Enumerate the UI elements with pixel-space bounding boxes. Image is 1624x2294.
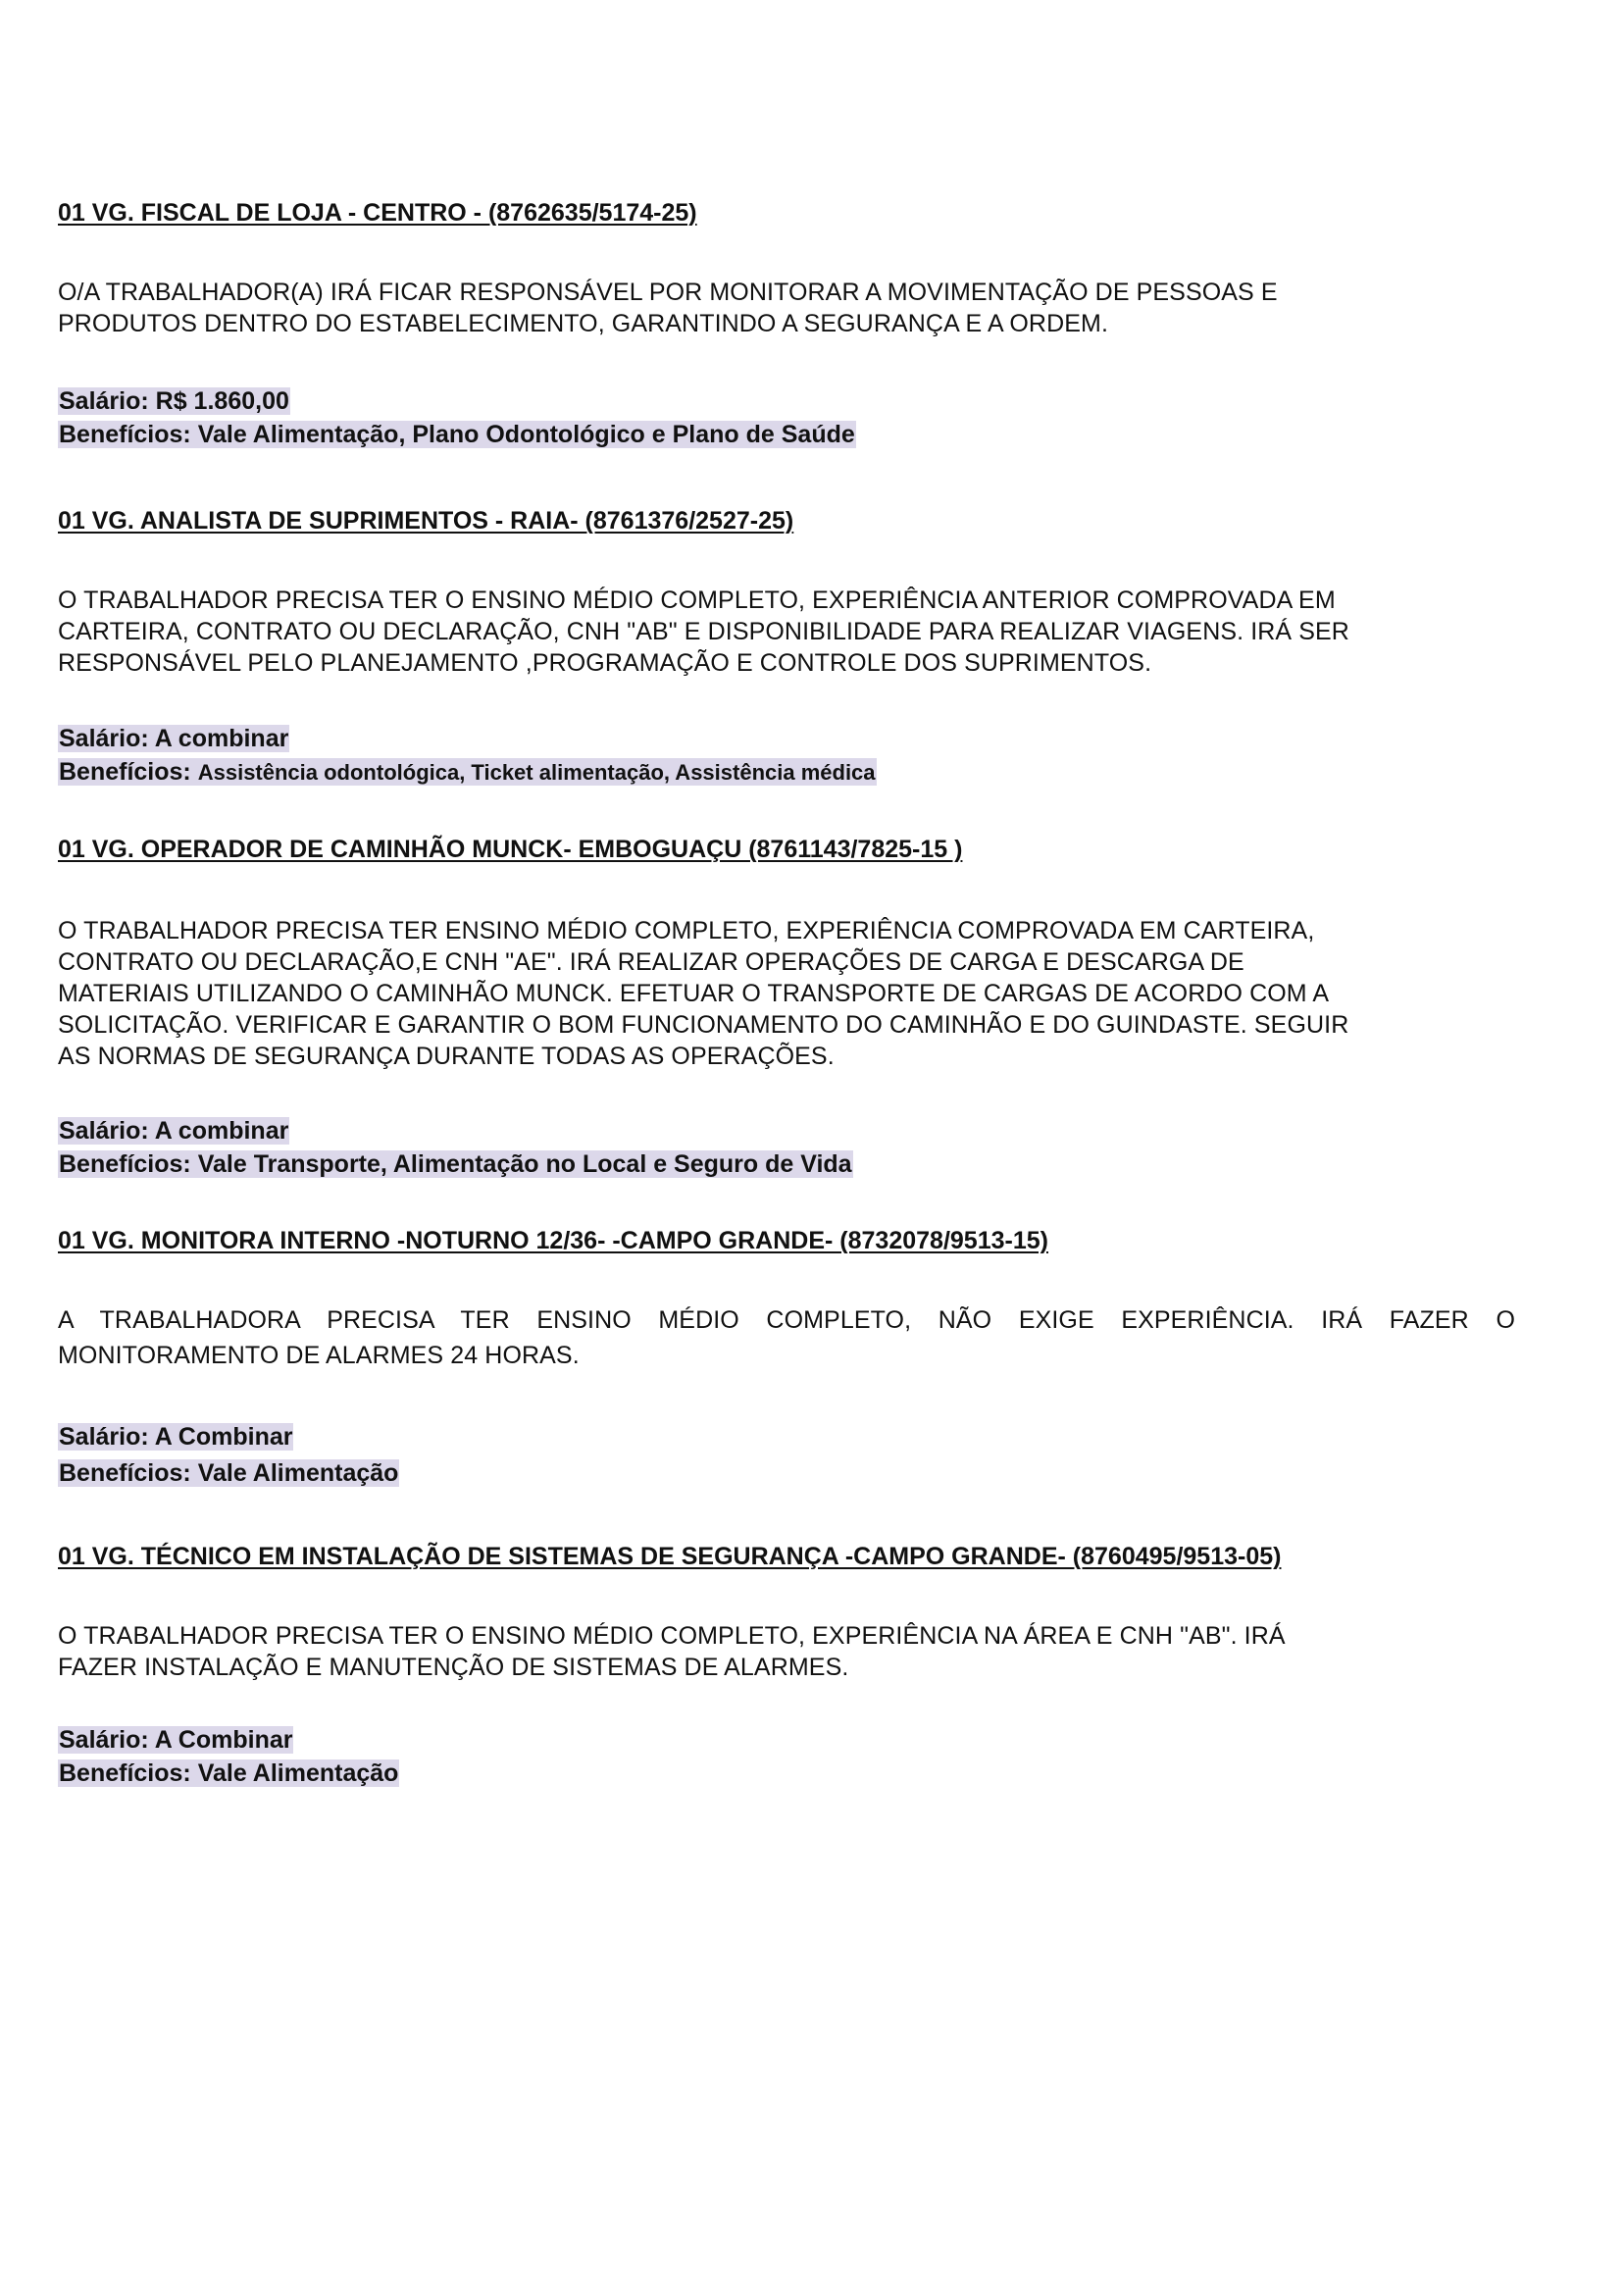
description-line: A TRABALHADORA PRECISA TER ENSINO MÉDIO COMPLETO, NÃO EXIGE EXPERIÊNCIA. IRÁ FAZER O <box>58 1306 1515 1334</box>
job-details <box>58 1419 399 1492</box>
salary-label: Salário: <box>59 1423 149 1451</box>
job-description <box>58 1620 1515 1683</box>
job-description <box>58 1302 1515 1373</box>
benefits-label: Benefícios: <box>59 758 191 786</box>
benefits-value: Vale Transporte, Alimentação no Local e Seguro de Vida <box>197 1150 852 1178</box>
description-line: MONITORAMENTO DE ALARMES 24 HORAS. <box>58 1342 580 1369</box>
benefits-label: Benefícios: <box>59 1459 191 1487</box>
description-line: FAZER INSTALAÇÃO E MANUTENÇÃO DE SISTEMAS DE ALARMES. <box>58 1654 849 1681</box>
salary-row <box>58 384 856 418</box>
job-description <box>58 585 1515 679</box>
salary-label: Salário: <box>59 725 149 752</box>
benefits-row <box>58 1147 853 1181</box>
salary-row <box>58 1723 399 1757</box>
description-line: PRODUTOS DENTRO DO ESTABELECIMENTO, GARANTINDO A SEGURANÇA E A ORDEM. <box>58 310 1108 337</box>
benefits-row <box>58 1757 399 1790</box>
description-line: RESPONSÁVEL PELO PLANEJAMENTO ,PROGRAMAÇÃO E CONTROLE DOS SUPRIMENTOS. <box>58 649 1152 677</box>
salary-value: A combinar <box>154 1117 289 1145</box>
benefits-label: Benefícios: <box>59 1759 191 1787</box>
job-description <box>58 277 1515 339</box>
salary-row <box>58 1419 399 1455</box>
job-title: 01 VG. MONITORA INTERNO -NOTURNO 12/36- -CAMPO GRANDE- (8732078/9513-15) <box>58 1227 1048 1254</box>
benefits-row <box>58 755 877 790</box>
benefits-value: Vale Alimentação <box>197 1459 399 1487</box>
salary-value: R$ 1.860,00 <box>155 387 289 415</box>
description-line: AS NORMAS DE SEGURANÇA DURANTE TODAS AS OPERAÇÕES. <box>58 1043 835 1070</box>
salary-value: A combinar <box>154 725 289 752</box>
salary-label: Salário: <box>59 1726 149 1754</box>
benefits-value: Vale Alimentação, Plano Odontológico e Plano de Saúde <box>197 421 855 448</box>
job-title: 01 VG. ANALISTA DE SUPRIMENTOS - RAIA- (8761376/2527-25) <box>58 507 794 535</box>
description-line: O TRABALHADOR PRECISA TER O ENSINO MÉDIO COMPLETO, EXPERIÊNCIA ANTERIOR COMPROVADA EM <box>58 586 1336 614</box>
benefits-label: Benefícios: <box>59 1150 191 1178</box>
benefits-value: Assistência odontológica, Ticket alimentação, Assistência médica <box>197 760 876 785</box>
description-line: O TRABALHADOR PRECISA TER ENSINO MÉDIO COMPLETO, EXPERIÊNCIA COMPROVADA EM CARTEIRA, <box>58 917 1315 944</box>
benefits-label: Benefícios: <box>59 421 191 448</box>
salary-row <box>58 1114 853 1147</box>
job-details <box>58 1723 399 1790</box>
job-details <box>58 1114 853 1181</box>
salary-value: A Combinar <box>154 1423 293 1451</box>
job-title: 01 VG. OPERADOR DE CAMINHÃO MUNCK- EMBOGUAÇU (8761143/7825-15 ) <box>58 836 963 863</box>
salary-label: Salário: <box>59 387 149 415</box>
job-description <box>58 915 1515 1072</box>
salary-row <box>58 722 877 755</box>
job-title: 01 VG. FISCAL DE LOJA - CENTRO - (8762635/5174-25) <box>58 199 697 227</box>
job-details <box>58 384 856 451</box>
job-title: 01 VG. TÉCNICO EM INSTALAÇÃO DE SISTEMAS DE SEGURANÇA -CAMPO GRANDE- (8760495/9513-05) <box>58 1543 1282 1570</box>
description-line: MATERIAIS UTILIZANDO O CAMINHÃO MUNCK. EFETUAR O TRANSPORTE DE CARGAS DE ACORDO COM A <box>58 980 1330 1007</box>
salary-value: A Combinar <box>154 1726 293 1754</box>
description-line: CONTRATO OU DECLARAÇÃO,E CNH "AE". IRÁ REALIZAR OPERAÇÕES DE CARGA E DESCARGA DE <box>58 948 1244 976</box>
salary-label: Salário: <box>59 1117 149 1145</box>
benefits-value: Vale Alimentação <box>197 1759 399 1787</box>
description-line: SOLICITAÇÃO. VERIFICAR E GARANTIR O BOM FUNCIONAMENTO DO CAMINHÃO E DO GUINDASTE. SEGUIR <box>58 1011 1349 1039</box>
description-line: O/A TRABALHADOR(A) IRÁ FICAR RESPONSÁVEL POR MONITORAR A MOVIMENTAÇÃO DE PESSOAS E <box>58 279 1278 306</box>
benefits-row <box>58 1455 399 1492</box>
benefits-row <box>58 418 856 451</box>
job-details <box>58 722 877 790</box>
description-line: O TRABALHADOR PRECISA TER O ENSINO MÉDIO COMPLETO, EXPERIÊNCIA NA ÁREA E CNH "AB". IRÁ <box>58 1622 1286 1650</box>
description-line: CARTEIRA, CONTRATO OU DECLARAÇÃO, CNH "AB" E DISPONIBILIDADE PARA REALIZAR VIAGENS. IRÁ SER <box>58 618 1349 645</box>
